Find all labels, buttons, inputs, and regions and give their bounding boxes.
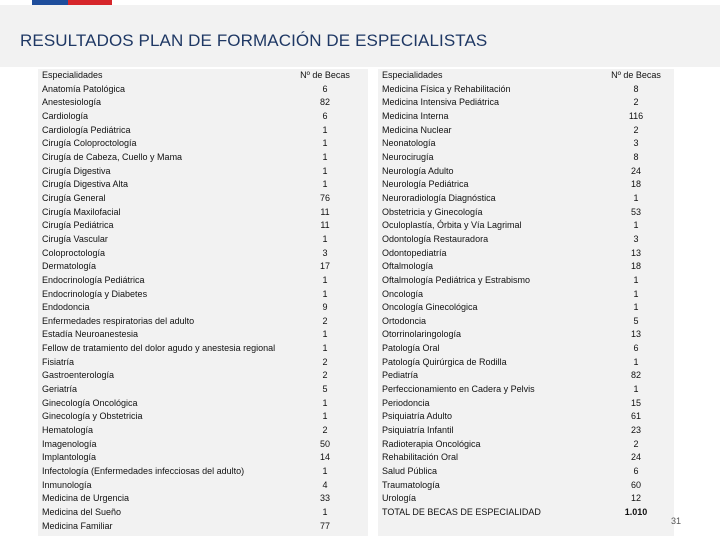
scholarship-count: 24	[630, 165, 641, 176]
table-row	[42, 397, 368, 411]
scholarship-count: 77	[319, 520, 330, 531]
total-row	[382, 506, 690, 520]
table-row	[42, 110, 368, 124]
table-row	[382, 151, 690, 165]
scholarship-count: 53	[630, 206, 641, 217]
specialty-name: Endocrinología Pediátrica	[42, 274, 145, 285]
specialty-name: Cirugía Vascular	[42, 233, 108, 244]
specialty-name: Endodoncia	[42, 302, 90, 313]
specialty-name: Urología	[382, 493, 417, 504]
table-row	[382, 83, 690, 97]
total-value: 1.010	[624, 507, 648, 517]
specialty-name: Traumatología	[382, 479, 440, 490]
table-row	[382, 260, 690, 274]
table-row	[42, 178, 368, 192]
specialty-name: Oncología	[382, 288, 424, 299]
table-row	[382, 342, 690, 356]
scholarship-count: 1	[633, 384, 639, 395]
scholarship-count: 1	[322, 507, 328, 517]
specialty-name: Fisiatría	[42, 356, 75, 367]
table-row	[382, 110, 690, 124]
header-scholarships: Nº de Becas	[611, 70, 661, 80]
scholarship-count: 1	[322, 329, 328, 340]
specialty-name: Oftalmología	[382, 261, 434, 272]
specialty-name: Rehabilitación Oral	[382, 452, 459, 463]
specialty-name: Ortodoncia	[382, 315, 427, 326]
table-row	[382, 165, 690, 179]
scholarship-count: 1	[633, 274, 639, 285]
table-row	[42, 356, 368, 370]
table-row	[42, 465, 368, 479]
table-row	[42, 369, 368, 383]
table-row	[42, 383, 368, 397]
scholarship-count: 33	[319, 493, 330, 504]
scholarship-count: 1	[322, 138, 328, 149]
specialty-name: Odontología Restauradora	[382, 233, 489, 244]
scholarship-count: 82	[630, 370, 641, 381]
specialty-name: Medicina Interna	[382, 110, 449, 121]
scholarship-count: 1	[322, 274, 328, 285]
specialty-name: Medicina de Urgencia	[42, 493, 130, 504]
specialty-name: Cirugía Pediátrica	[42, 220, 114, 231]
scholarship-count: 24	[630, 452, 641, 463]
header-specialty: Especialidades	[42, 70, 103, 80]
specialty-name: Cirugía Coloproctología	[42, 138, 137, 149]
table-row	[382, 178, 690, 192]
specialty-name: Enfermedades respiratorias del adulto	[42, 315, 195, 326]
table-row	[382, 465, 690, 479]
table-row	[42, 96, 368, 110]
specialty-name: Anatomía Patológica	[42, 83, 126, 94]
total-label: TOTAL DE BECAS DE ESPECIALIDAD	[382, 507, 541, 517]
scholarship-count: 9	[322, 302, 328, 313]
table-row	[382, 288, 690, 302]
specialty-name: Odontopediatría	[382, 247, 447, 258]
specialty-name: Cirugía de Cabeza, Cuello y Mama	[42, 151, 183, 162]
table-row	[42, 151, 368, 165]
left-specialties-table	[42, 69, 368, 533]
scholarship-count: 1	[633, 356, 639, 367]
scholarship-count: 6	[322, 110, 328, 121]
specialty-name: Medicina Familiar	[42, 520, 113, 531]
specialty-name: Neurología Adulto	[382, 165, 454, 176]
scholarship-count: 4	[322, 479, 328, 490]
table-row	[42, 506, 368, 520]
specialty-name: Radioterapia Oncológica	[382, 438, 481, 449]
specialty-name: Medicina Física y Rehabilitación	[382, 83, 511, 94]
specialty-name: Neonatología	[382, 138, 436, 149]
table-row	[382, 438, 690, 452]
scholarship-count: 1	[322, 233, 328, 244]
specialty-name: Oftalmología Pediátrica y Estrabismo	[382, 274, 531, 285]
scholarship-count: 13	[630, 247, 641, 258]
specialty-name: Patología Oral	[382, 343, 440, 354]
scholarship-count: 3	[322, 247, 328, 258]
table-row	[42, 83, 368, 97]
table-row	[382, 247, 690, 261]
table-row	[42, 328, 368, 342]
scholarship-count: 13	[630, 329, 641, 340]
scholarship-count: 2	[633, 438, 639, 449]
specialty-name: Periodoncia	[382, 397, 430, 408]
scholarship-count: 11	[320, 206, 330, 217]
scholarship-count: 17	[319, 261, 330, 272]
specialty-name: Cirugía Maxilofacial	[42, 206, 121, 217]
specialty-name: Cirugía Digestiva	[42, 165, 111, 176]
table-row	[42, 206, 368, 220]
table-row	[382, 219, 690, 233]
table-row	[382, 328, 690, 342]
specialty-name: Neurología Pediátrica	[382, 179, 469, 190]
specialty-name: Otorrinolaringología	[382, 329, 462, 340]
table-row	[382, 96, 690, 110]
header-specialty: Especialidades	[382, 70, 443, 80]
scholarship-count: 18	[630, 179, 641, 190]
specialty-name: Fellow de tratamiento del dolor agudo y anestesia regional	[42, 343, 276, 354]
scholarship-count: 6	[633, 466, 639, 477]
specialty-name: Neurocirugía	[382, 151, 434, 162]
table-row	[42, 520, 368, 534]
table-row	[42, 492, 368, 506]
scholarship-count: 15	[630, 397, 641, 408]
specialty-name: Ginecología y Obstetricia	[42, 411, 143, 422]
scholarship-count: 18	[630, 261, 641, 272]
table-row	[382, 410, 690, 424]
scholarship-count: 1	[633, 302, 639, 313]
scholarship-count: 1	[633, 192, 639, 203]
table-row	[382, 274, 690, 288]
slide-title: RESULTADOS PLAN DE FORMACIÓN DE ESPECIALISTAS	[20, 31, 488, 50]
table-row	[382, 192, 690, 206]
table-row	[42, 219, 368, 233]
table-row	[382, 233, 690, 247]
table-row	[42, 315, 368, 329]
scholarship-count: 1	[322, 343, 328, 354]
table-row	[42, 288, 368, 302]
specialty-name: Perfeccionamiento en Cadera y Pelvis	[382, 384, 535, 395]
scholarship-count: 23	[630, 425, 641, 436]
scholarship-count: 2	[322, 370, 328, 381]
table-row	[42, 410, 368, 424]
scholarship-count: 2	[322, 315, 328, 326]
table-row	[42, 438, 368, 452]
specialty-name: Oncología Ginecológica	[382, 302, 478, 313]
table-row	[382, 397, 690, 411]
specialty-name: Anestesiología	[42, 97, 102, 108]
scholarship-count: 6	[633, 343, 639, 354]
specialty-name: Pediatría	[382, 370, 419, 381]
specialty-name: Ginecología Oncológica	[42, 397, 138, 408]
scholarship-count: 2	[322, 425, 328, 436]
scholarship-count: 1	[322, 411, 328, 422]
scholarship-count: 60	[630, 479, 641, 490]
scholarship-count: 76	[319, 192, 330, 203]
table-row	[382, 383, 690, 397]
specialty-name: Infectología (Enfermedades infecciosas del adulto)	[42, 466, 245, 477]
specialty-name: Patología Quirúrgica de Rodilla	[382, 356, 507, 367]
table-row	[382, 451, 690, 465]
table-row	[382, 315, 690, 329]
table-row	[42, 424, 368, 438]
table-header-row	[42, 69, 368, 83]
page-number: 31	[671, 516, 682, 526]
specialty-name: Inmunología	[42, 479, 92, 490]
table-row	[382, 492, 690, 506]
specialty-name: Psiquiatría Infantil	[382, 425, 454, 436]
table-header-row	[382, 69, 690, 83]
specialty-name: Dermatología	[42, 261, 97, 272]
scholarship-count: 12	[630, 493, 641, 504]
scholarship-count: 1	[322, 466, 328, 477]
specialty-name: Medicina Intensiva Pediátrica	[382, 97, 500, 108]
table-row	[382, 356, 690, 370]
specialty-name: Cardiología Pediátrica	[42, 124, 131, 135]
table-row	[42, 274, 368, 288]
scholarship-count: 2	[633, 124, 639, 135]
scholarship-count: 1	[322, 151, 328, 162]
specialty-name: Estadía Neuroanestesia	[42, 329, 139, 340]
specialty-name: Medicina Nuclear	[382, 124, 452, 135]
scholarship-count: 61	[630, 411, 641, 422]
table-row	[42, 451, 368, 465]
specialty-name: Endocrinología y Diabetes	[42, 288, 148, 299]
table-row	[42, 165, 368, 179]
table-row	[382, 479, 690, 493]
table-row	[382, 369, 690, 383]
specialty-name: Obstetricia y Ginecología	[382, 206, 483, 217]
scholarship-count: 1	[322, 124, 328, 135]
table-row	[42, 124, 368, 138]
scholarship-count: 1	[322, 179, 328, 190]
specialty-name: Implantología	[42, 452, 97, 463]
specialty-name: Salud Pública	[382, 466, 438, 477]
scholarship-count: 14	[319, 452, 330, 463]
scholarship-count: 116	[628, 110, 644, 121]
scholarship-count: 1	[322, 397, 328, 408]
specialty-name: Gastroenterología	[42, 370, 115, 381]
scholarship-count: 11	[320, 220, 330, 231]
specialty-name: Oculoplastía, Órbita y Vía Lagrimal	[382, 220, 522, 231]
specialty-name: Cirugía Digestiva Alta	[42, 179, 129, 190]
specialty-name: Hematología	[42, 425, 94, 436]
table-row	[42, 233, 368, 247]
specialty-name: Cardiología	[42, 110, 89, 121]
scholarship-count: 1	[633, 288, 639, 299]
scholarship-count: 1	[322, 288, 328, 299]
specialty-name: Psiquiatría Adulto	[382, 411, 453, 422]
specialty-name: Medicina del Sueño	[42, 507, 122, 517]
scholarship-count: 8	[633, 151, 639, 162]
table-row	[42, 247, 368, 261]
scholarship-count: 6	[322, 83, 328, 94]
table-row	[42, 301, 368, 315]
header-scholarships: Nº de Becas	[300, 70, 350, 80]
scholarship-count: 5	[322, 384, 328, 395]
scholarship-count: 5	[633, 315, 639, 326]
table-row	[42, 260, 368, 274]
scholarship-count: 3	[633, 233, 639, 244]
table-row	[42, 192, 368, 206]
table-row	[382, 424, 690, 438]
scholarship-count: 2	[633, 97, 639, 108]
specialty-name: Geriatría	[42, 384, 78, 395]
table-row	[382, 206, 690, 220]
table-row	[42, 479, 368, 493]
right-specialties-table	[382, 69, 690, 520]
table-row	[382, 137, 690, 151]
scholarship-count: 8	[633, 83, 639, 94]
scholarship-count: 50	[319, 438, 330, 449]
specialty-name: Cirugía General	[42, 192, 106, 203]
table-row	[42, 342, 368, 356]
table-row	[382, 301, 690, 315]
specialty-name: Imagenología	[42, 438, 97, 449]
scholarship-count: 1	[633, 220, 639, 231]
table-row	[382, 124, 690, 138]
scholarship-count: 2	[322, 356, 328, 367]
specialty-name: Coloproctología	[42, 247, 106, 258]
scholarship-count: 82	[319, 97, 330, 108]
scholarship-count: 1	[322, 165, 328, 176]
scholarship-count: 3	[633, 138, 639, 149]
table-row	[42, 137, 368, 151]
specialty-name: Neuroradiología Diagnóstica	[382, 192, 496, 203]
